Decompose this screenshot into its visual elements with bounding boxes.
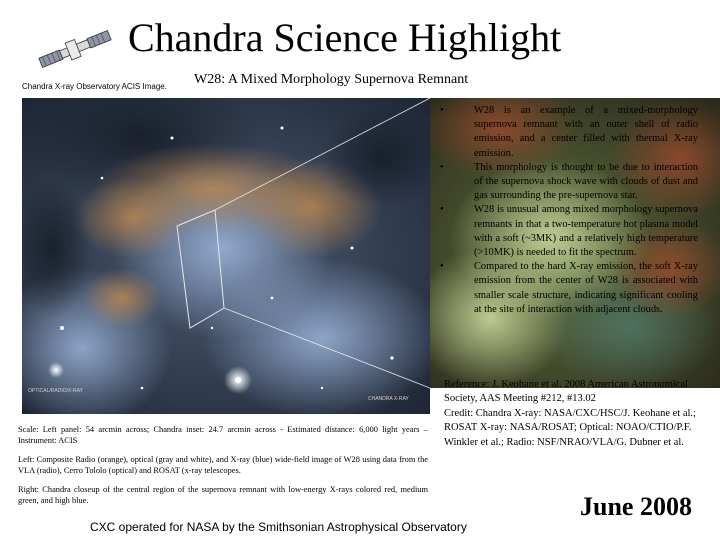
reference-block [444,378,706,450]
right-panel-caption: Right: Chandra closeup of the central region of the supernova remnant with low-energy X-rays colored red, medium green, and high blue. [18,485,428,506]
bullet-item: • W28 is an example of a mixed-morphology supernova remnant with an outer shell of radio emission, and a center filled with thermal X-ray emission. [440,104,698,161]
date-label: June 2008 [580,492,692,521]
bullet-list [440,104,698,317]
w28-composite-image [22,98,430,414]
chandra-satellite-icon [34,26,116,72]
bullet-item: • Compared to the hard X-ray emission, the soft X-ray emission from the center of W28 is associated with smaller scale structure, indicating significant cooling at the site of interaction with adjacent clouds. [440,260,698,317]
left-image-label: OPTICAL/RADIO/X-RAY [28,388,83,394]
scale-caption: Scale: Left panel: 54 arcmin across; Chandra inset: 24.7 arcmin across - Estimated distance: 6,000 light years – Instrument: ACIS [18,425,428,446]
right-image-label: CHANDRA X-RAY [368,396,409,402]
credit-text: Credit: Chandra X-ray: NASA/CXC/HSC/J. Keohane et al.; ROSAT X-ray: NASA/ROSAT; Optical: NOAO/CTIO/P.F. Winkler et al.; Radio: NSF/NRAO/VLA/G. Dubner et al. [444,407,696,448]
bullet-item: • W28 is unusual among mixed morphology supernova remnants in that a two-temperature hot plasma model with a soft (~3MK) and a relatively high temperature (>10MK) is needed to fit the spectrum. [440,203,698,260]
left-panel-caption: Left: Composite Radio (orange), optical (gray and white), and X-ray (blue) wide-field image of W28 using data from the VLA (radio), Cerro Tololo (optical) and ROSAT (x-ray telescopes. [18,455,428,476]
bullet-item: • This morphology is thought to be due to interaction of the supernova shock wave with clouds of dust and gas surrounding the pre-supernova star. [440,161,698,204]
reference-text: Reference: J. Keohane et al. 2008 American Astronomical Society, AAS Meeting #212, #13.02 [444,379,689,405]
footer-text: CXC operated for NASA by the Smithsonian Astrophysical Observatory [90,520,467,534]
page-title: Chandra Science Highlight [128,15,562,60]
subtitle: W28: A Mixed Morphology Supernova Remnant [194,72,469,87]
image-caption: Chandra X-ray Observatory ACIS Image. [22,82,167,91]
